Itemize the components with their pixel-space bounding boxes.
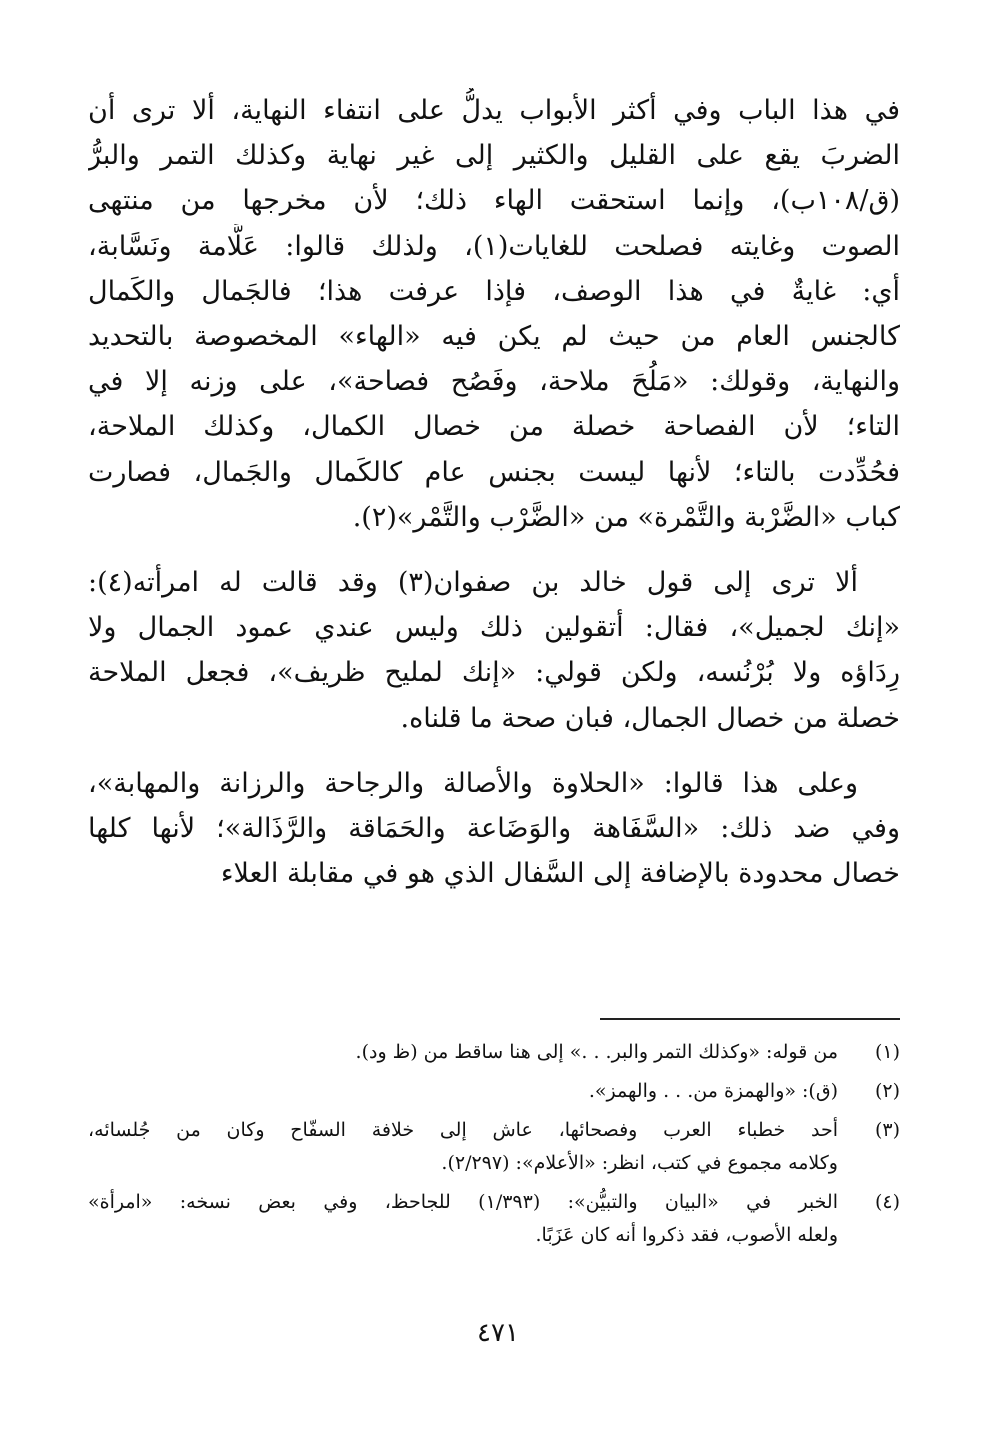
text-line: أي: غايةٌ في هذا الوصف، فإذا عرفت هذا؛ فالجَمال والكَمال (88, 275, 900, 307)
text-line: الضربَ يقع على القليل والكثير إلى غير نهاية وكذلك التمر والبرُّ (88, 140, 900, 172)
paragraph (88, 560, 900, 741)
footnote (88, 1036, 900, 1069)
main-text (88, 88, 900, 896)
text-line: «إنك لجميل»، فقال: أتقولين ذلك وليس عندي عمود الجمال ولا (88, 612, 900, 644)
footnote (88, 1114, 900, 1180)
footnote-text: من قوله: «وكذلك التمر والبر. . .» إلى هنا ساقط من (ظ ود). (355, 1041, 838, 1063)
text-line: خصلة من خصال الجمال، فبان صحة ما قلناه. (400, 702, 900, 734)
text-line: ألا ترى إلى قول خالد بن صفوان(٣) وقد قالت له امرأته(٤): (88, 567, 858, 599)
footnote-text: أحد خطباء العرب وفصحائها، عاش إلى خلافة السفّاح وكان من جُلسائه، (88, 1119, 838, 1141)
footnote-number: (١) (874, 1041, 900, 1063)
page-number: ٤٧١ (477, 1318, 519, 1348)
text-line: وعلى هذا قالوا: «الحلاوة والأصالة والرجاحة والرزانة والمهابة»، (88, 767, 858, 799)
footnote-number: (٣) (874, 1119, 900, 1141)
footnote (88, 1075, 900, 1108)
footnote-text: ولعله الأصوب، فقد ذكروا أنه كان عَزَبًا. (535, 1224, 838, 1246)
text-line: والنهاية، وقولك: «مَلُحَ ملاحة، وفَصُح فصاحة»، على وزنه إلا في (88, 366, 900, 398)
text-line: (ق/١٠٨ب)، وإنما استحقت الهاء ذلك؛ لأن مخرجها من منتهى (88, 185, 900, 217)
text-line: في هذا الباب وفي أكثر الأبواب يدلُّ على انتفاء النهاية، ألا ترى أن (88, 95, 900, 126)
footnote-text: الخبر في «البيان والتبيُّن»: (١/٣٩٣) للجاحظ، وفي بعض نسخه: «امرأة» (88, 1191, 838, 1213)
footnote-separator (600, 1018, 900, 1020)
footnote-number: (٤) (874, 1191, 900, 1213)
text-line: وفي ضد ذلك: «السَّفَاهة والوَضَاعة والحَمَاقة والرَّذَالة»؛ لأنها كلها (88, 813, 900, 845)
text-line: خصال محدودة بالإضافة إلى السَّفال الذي هو في مقابلة العلاء (220, 858, 900, 890)
text-line: فحُدِّدت بالتاء؛ لأنها ليست بجنس عام كالكَمال والجَمال، فصارت (88, 456, 900, 488)
footnote-text: (ق): «والهمزة من. . . والهمز». (588, 1080, 838, 1102)
text-line: كباب «الضَّرْبة والتَّمْرة» من «الضَّرْب والتَّمْر»(٢). (352, 501, 900, 533)
footnote (88, 1186, 900, 1252)
footnotes (88, 1036, 900, 1258)
paragraph (88, 761, 900, 897)
text-line: كالجنس العام من حيث لم يكن فيه «الهاء» المخصوصة بالتحديد (88, 321, 900, 353)
text-line: الصوت وغايته فصلحت للغايات(١)، ولذلك قالوا: عَلَّامة ونَسَّابة، (88, 230, 900, 262)
text-line: رِدَاؤه ولا بُرْنُسه، ولكن قولي: «إنك لمليح ظريف»، فجعل الملاحة (88, 657, 900, 689)
footnote-text: وكلامه مجموع في كتب، انظر: «الأعلام»: (٢/٢٩٧). (441, 1152, 838, 1174)
footnote-number: (٢) (874, 1080, 900, 1102)
paragraph (88, 88, 900, 540)
text-line: التاء؛ لأن الفصاحة خصلة من خصال الكمال، وكذلك الملاحة، (88, 411, 900, 443)
